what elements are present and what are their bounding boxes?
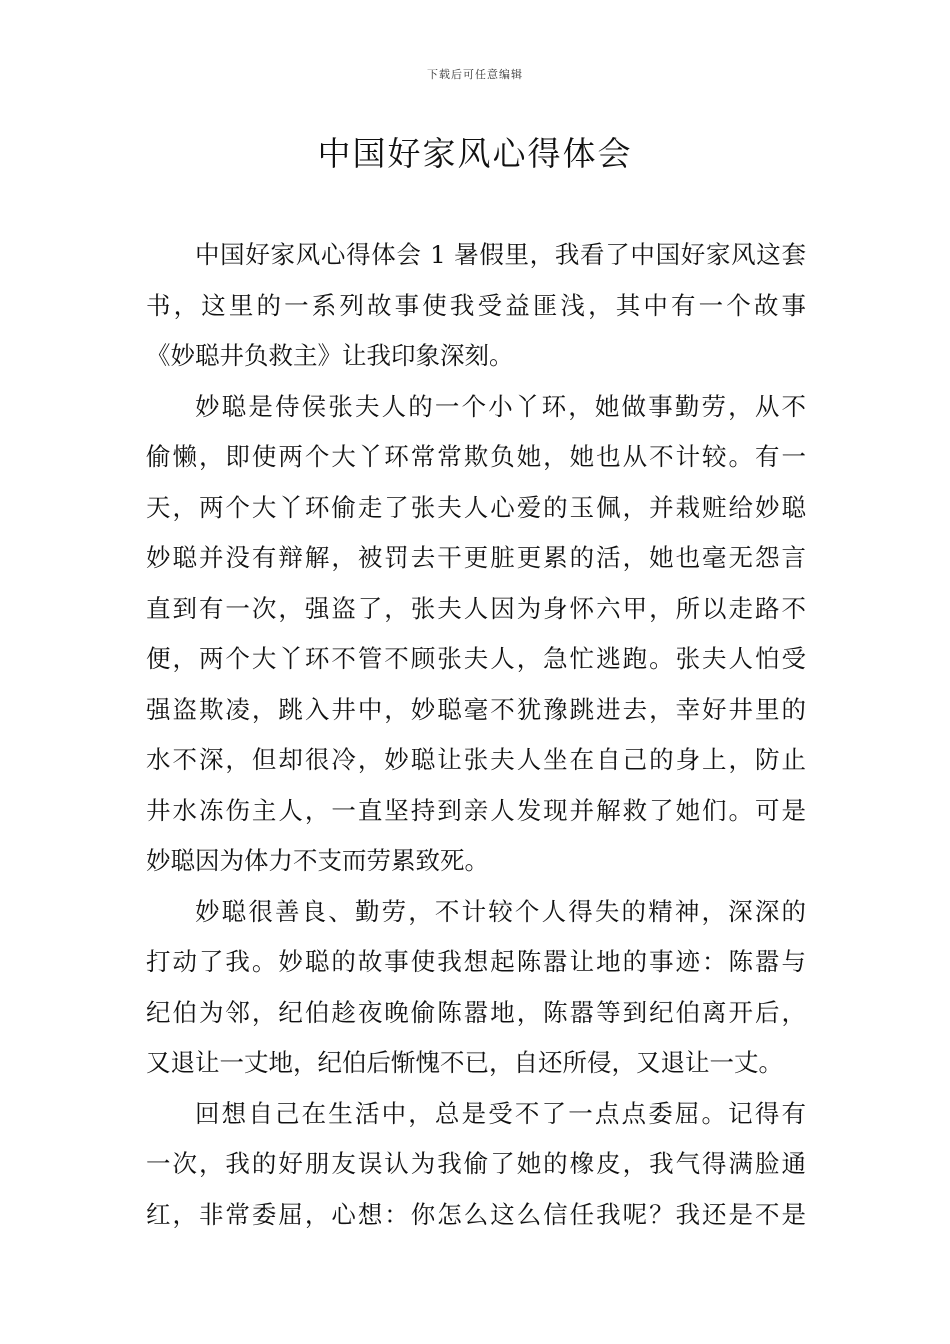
page-header: 下载后可任意编辑 [427,68,523,81]
document-title: 中国好家风心得体会 [317,134,633,173]
text-line: 中国好家风心得体会 1 暑假里，我看了中国好家风这套 [195,240,806,269]
text-line: 偷懒，即使两个大丫环常常欺负她，她也从不计较。有一 [146,442,806,471]
text-line: 强盗欺凌，跳入井中，妙聪毫不犹豫跳进去，幸好井里的 [146,694,806,724]
text-line: 妙聪并没有辩解，被罚去干更脏更累的活，她也毫无怨言 [146,543,806,572]
text-line: 妙聪很善良、勤劳，不计较个人得失的精神，深深的 [195,896,806,926]
text-line: 妙聪因为体力不支而劳累致死。 [146,846,489,875]
text-line: 回想自己在生活中，总是受不了一点点委屈。记得有 [195,1098,806,1128]
text-line: 红，非常委屈，心想：你怎么这么信任我呢？我还是不是 [146,1199,806,1229]
text-line: 水不深，但却很冷，妙聪让张夫人坐在自己的身上，防止 [146,745,806,774]
text-line: 妙聪是侍侯张夫人的一个小丫环，她做事勤劳，从不 [195,391,806,421]
text-line: 一次，我的好朋友误认为我偷了她的橡皮，我气得满脸通 [146,1149,806,1178]
text-line: 便，两个大丫环不管不顾张夫人，急忙逃跑。张夫人怕受 [146,644,806,673]
text-line: 《妙聪井负救主》让我印象深刻。 [146,341,514,370]
text-line: 井水冻伤主人，一直坚持到亲人发现并解救了她们。可是 [146,795,806,825]
text-line: 书，这里的一系列故事使我受益匪浅，其中有一个故事 [146,290,806,320]
document-body [146,230,806,1240]
text-line: 又退让一丈地，纪伯后惭愧不已，自还所侵，又退让一丈。 [146,1048,783,1077]
text-line: 天，两个大丫环偷走了张夫人心爱的玉佩，并栽赃给妙聪 [146,492,806,522]
text-line: 打动了我。妙聪的故事使我想起陈嚣让地的事迹：陈嚣与 [146,947,806,976]
text-line: 直到有一次，强盗了，张夫人因为身怀六甲，所以走路不 [146,593,806,623]
text-line: 纪伯为邻，纪伯趁夜晚偷陈嚣地，陈嚣等到纪伯离开后， [146,997,806,1027]
